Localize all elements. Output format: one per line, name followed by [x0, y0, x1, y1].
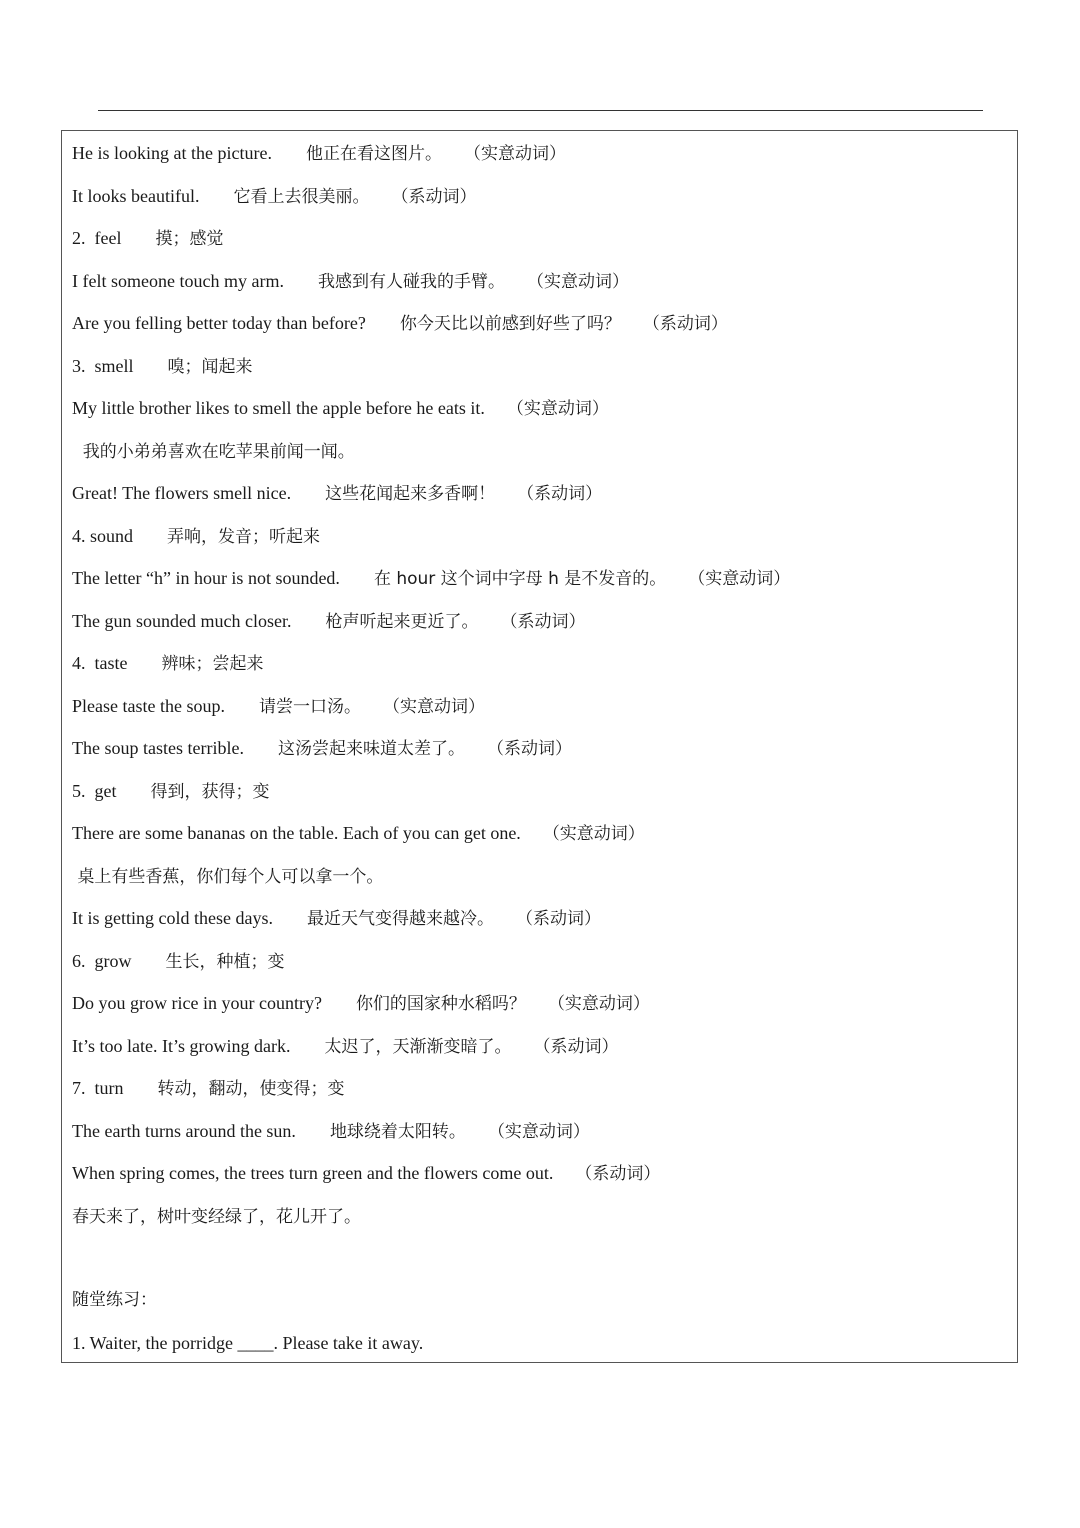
example-line	[72, 478, 602, 508]
english-text: It’s too late. It’s growing dark.	[72, 1035, 291, 1056]
chinese-text: 得到，获得；变	[150, 781, 270, 802]
verb-type-tag: （系动词）	[486, 739, 572, 759]
verb-type-tag: （系动词）	[391, 186, 477, 207]
chinese-text: 这汤尝起来味道太差了。	[277, 739, 465, 759]
chinese-text: 弄响，发音；听起来	[167, 526, 321, 547]
chinese-text: 桌上有些香蕉，你们每个人可以拿一个。	[72, 866, 384, 887]
english-text: 3. smell	[72, 355, 134, 376]
english-text: I felt someone touch my arm.	[72, 270, 284, 291]
english-text: 7. turn	[72, 1078, 124, 1098]
verb-type-tag: （实意动词）	[688, 569, 791, 589]
verb-type-tag: （系动词）	[575, 1164, 661, 1184]
example-line	[72, 521, 320, 551]
verb-type-tag: （实意动词）	[506, 399, 609, 419]
english-text: When spring comes, the trees turn green and the flowers come out.	[72, 1163, 554, 1183]
english-text: It looks beautiful.	[72, 185, 200, 206]
english-text: He is looking at the picture.	[72, 143, 272, 163]
chinese-text: 你今天比以前感到好些了吗？	[399, 314, 621, 334]
chinese-text: 嗅；闻起来	[167, 356, 253, 377]
example-line	[72, 733, 572, 763]
english-text: The earth turns around the sun.	[72, 1120, 296, 1141]
example-line	[72, 1073, 345, 1103]
example-line	[72, 1201, 361, 1231]
chinese-text: 这些花闻起来多香啊！	[325, 484, 496, 504]
chinese-text: 在 hour 这个词中字母 h 是不发音的。	[373, 569, 667, 589]
chinese-text: 摸；感觉	[155, 229, 224, 249]
example-line	[72, 563, 790, 593]
example-line	[72, 988, 650, 1018]
english-text: The gun sounded much closer.	[72, 610, 292, 631]
verb-type-tag: （实意动词）	[526, 271, 629, 292]
english-text: The letter “h” in hour is not sounded.	[72, 568, 340, 588]
example-line	[72, 223, 223, 253]
english-text: 4. sound	[72, 525, 134, 546]
chinese-text: 太迟了，天渐渐变暗了。	[324, 1036, 512, 1057]
english-text: 6. grow	[72, 950, 132, 971]
chinese-text: 春天来了，树叶变经绿了，花儿开了。	[72, 1206, 361, 1227]
practice-heading: 随堂练习：	[72, 1290, 157, 1310]
example-line	[72, 393, 609, 423]
example-line	[72, 606, 585, 636]
content-box	[61, 130, 1018, 1363]
example-line	[72, 351, 253, 381]
verb-type-tag: （实意动词）	[463, 144, 566, 164]
english-text: 5. get	[72, 780, 117, 801]
english-text: There are some bananas on the table. Each of you can get one.	[72, 823, 521, 843]
example-line	[72, 138, 566, 168]
english-text: My little brother likes to smell the apple before he eats it.	[72, 398, 485, 418]
verb-type-tag: （系动词）	[517, 484, 603, 504]
example-line	[72, 776, 270, 806]
english-text: Great! The flowers smell nice.	[72, 483, 292, 503]
example-line	[72, 861, 383, 891]
chinese-text: 转动，翻动，使变得；变	[157, 1079, 345, 1099]
example-line	[72, 1031, 618, 1061]
english-text: 2. feel	[72, 228, 122, 248]
verb-type-tag: （系动词）	[642, 314, 728, 334]
example-line	[72, 946, 285, 976]
chinese-text: 我的小弟弟喜欢在吃苹果前闻一闻。	[72, 441, 355, 462]
example-line	[72, 903, 601, 933]
verb-type-tag: （实意动词）	[382, 696, 485, 717]
example-line	[72, 818, 645, 848]
example-line	[72, 308, 728, 338]
verb-type-tag: （系动词）	[515, 909, 601, 929]
example-line	[72, 181, 476, 211]
verb-type-tag: （实意动词）	[547, 994, 650, 1014]
english-text: The soup tastes terrible.	[72, 738, 244, 758]
example-line	[72, 436, 355, 466]
verb-type-tag: （系动词）	[500, 611, 586, 632]
verb-type-tag: （实意动词）	[542, 824, 645, 844]
verb-type-tag: （实意动词）	[487, 1121, 590, 1142]
chinese-text: 生长，种植；变	[165, 951, 285, 972]
chinese-text: 地球绕着太阳转。	[329, 1121, 466, 1142]
example-line	[72, 266, 629, 296]
example-line	[72, 691, 485, 721]
english-text: Do you grow rice in your country?	[72, 993, 322, 1013]
chinese-text: 他正在看这图片。	[305, 144, 442, 164]
chinese-text: 它看上去很美丽。	[233, 186, 370, 207]
page-header-rule	[98, 110, 983, 111]
english-text: Please taste the soup.	[72, 695, 225, 716]
example-line	[72, 1158, 660, 1188]
english-text: It is getting cold these days.	[72, 908, 273, 928]
chinese-text: 请尝一口汤。	[258, 696, 361, 717]
verb-type-tag: （系动词）	[533, 1036, 619, 1057]
chinese-text: 我感到有人碰我的手臂。	[317, 271, 505, 292]
chinese-text: 你们的国家种水稻吗？	[355, 994, 526, 1014]
english-text: 4. taste	[72, 653, 128, 673]
english-text: Are you felling better today than before?	[72, 313, 366, 333]
chinese-text: 枪声听起来更近了。	[325, 611, 479, 632]
example-line	[72, 1116, 590, 1146]
chinese-text: 辨味；尝起来	[161, 654, 264, 674]
practice-question-1: 1. Waiter, the porridge ____. Please take it away.	[72, 1333, 424, 1353]
example-line	[72, 648, 264, 678]
chinese-text: 最近天气变得越来越冷。	[306, 909, 494, 929]
